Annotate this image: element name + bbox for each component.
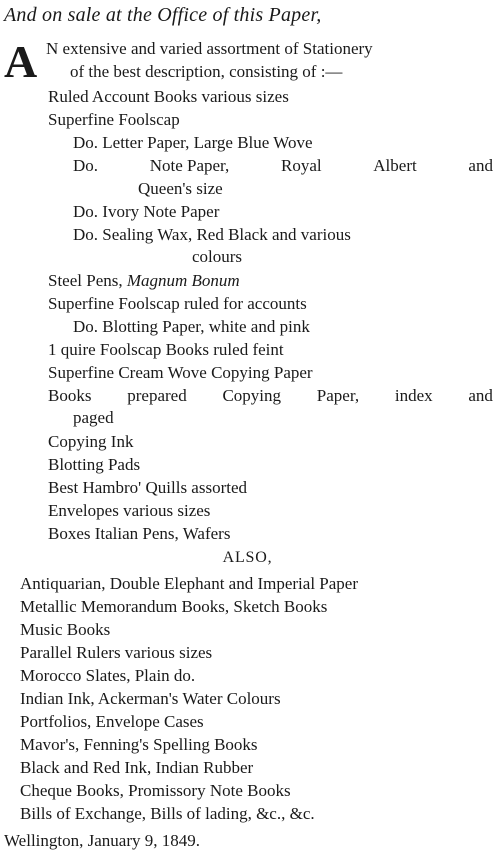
also-list-item: Black and Red Ink, Indian Rubber [20,758,254,777]
list-word: and [468,386,493,405]
list-item: Do. Letter Paper, Large Blue Wove [73,133,313,152]
also-list-item: Indian Ink, Ackerman's Water Colours [20,689,281,708]
list-item: colours [192,247,243,266]
also-list-item: Antiquarian, Double Elephant and Imperial Paper [20,574,358,593]
intro-line-2: of the best description, consisting of :— [70,62,343,81]
list-word: Royal [280,156,322,175]
list-item: Boxes Italian Pens, Wafers [48,524,231,543]
list-item: Queen's size [138,179,223,198]
also-heading: ALSO, [222,549,273,566]
dateline: Wellington, January 9, 1849. [4,831,200,850]
list-item: Do. Blotting Paper, white and pink [73,317,310,336]
advertisement-heading: And on sale at the Office of this Paper, [4,4,322,26]
list-word: index [394,386,433,405]
list-item: Superfine Foolscap ruled for accounts [48,294,307,313]
list-text: Steel Pens, [48,271,127,290]
also-list-item: Morocco Slates, Plain do. [20,666,196,685]
list-word: Copying [222,386,282,405]
list-item: Do. Sealing Wax, Red Black and various [73,225,351,244]
list-item: Ruled Account Books various sizes [48,87,289,106]
list-item-note-paper [73,155,493,177]
list-item: 1 quire Foolscap Books ruled feint [48,340,284,359]
intro-line-1: N extensive and varied assortment of Stationery [46,39,373,58]
list-item-books-copying [48,385,493,407]
list-item: Superfine Cream Wove Copying Paper [48,363,313,382]
also-list-item: Portfolios, Envelope Cases [20,712,204,731]
list-item: Best Hambro' Quills assorted [48,478,248,497]
also-list-item: Mavor's, Fenning's Spelling Books [20,735,258,754]
list-word: Albert [373,156,417,175]
also-list-item: Parallel Rulers various sizes [20,643,213,662]
drop-cap-letter: A [4,36,38,87]
list-word: Paper, [316,386,360,405]
list-word: prepared [127,386,187,405]
brand-name: Magnum Bonum [126,271,240,290]
list-item-steel-pens [48,270,240,292]
also-list-item: Cheque Books, Promissory Note Books [20,781,291,800]
list-word: and [468,156,493,175]
list-item: Copying Ink [48,432,134,451]
list-item: Do. Ivory Note Paper [73,202,220,221]
also-list-item: Bills of Exchange, Bills of lading, &c., &c. [20,804,315,823]
list-word: Note Paper, [149,156,230,175]
also-list-item: Music Books [20,620,111,639]
list-item: paged [73,408,114,427]
list-item: Envelopes various sizes [48,501,211,520]
list-item: Superfine Foolscap [48,110,180,129]
also-list-item: Metallic Memorandum Books, Sketch Books [20,597,328,616]
list-word: Do. [73,156,99,175]
list-word: Books [48,386,92,405]
list-item: Blotting Pads [48,455,141,474]
